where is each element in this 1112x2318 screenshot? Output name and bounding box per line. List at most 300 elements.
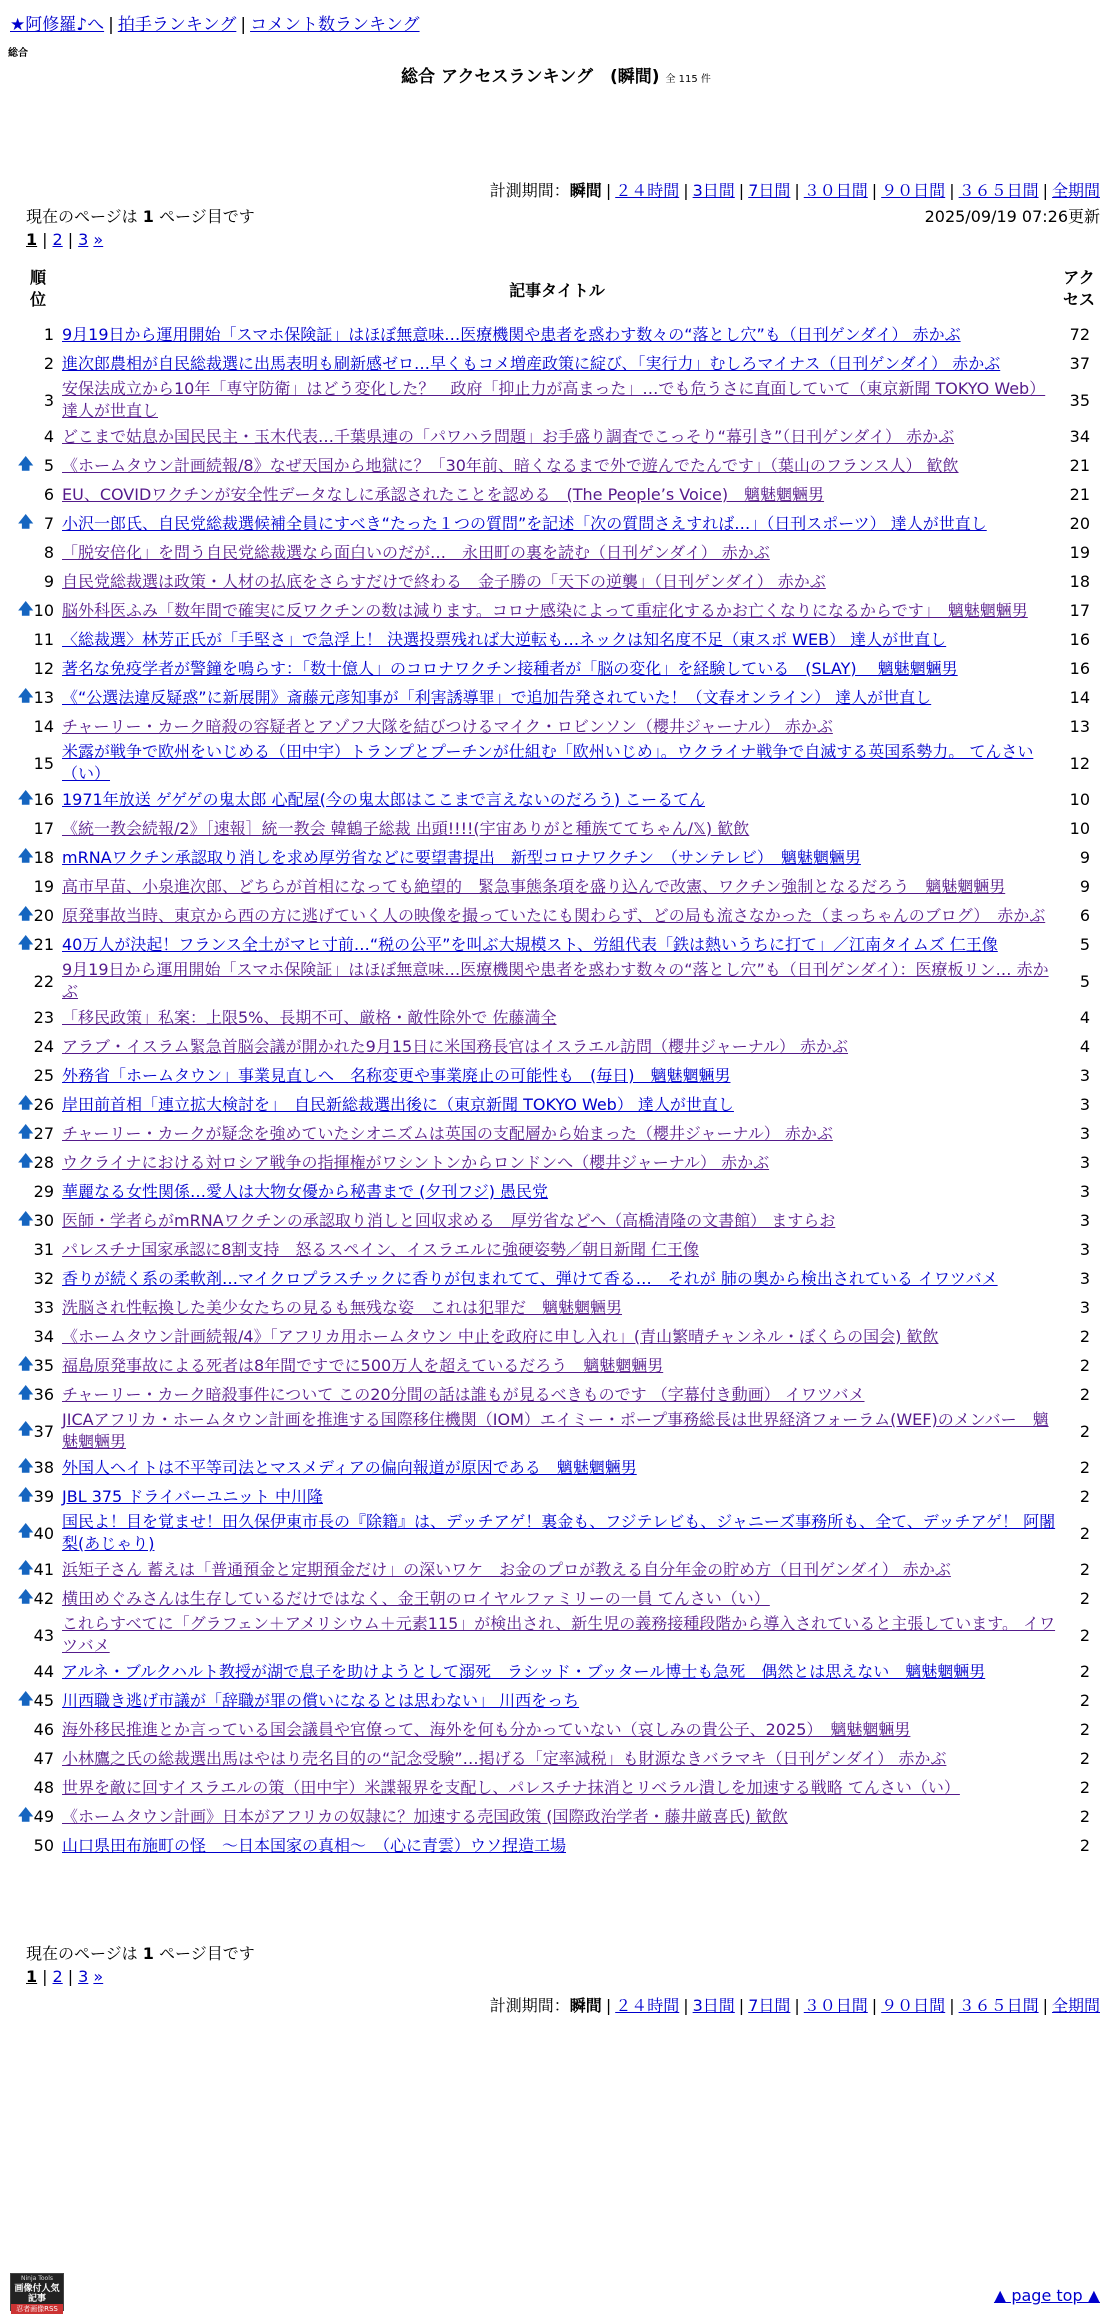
rank-number: 35 bbox=[33, 1356, 54, 1375]
access-count: 2 bbox=[1079, 1625, 1090, 1645]
access-count: 2 bbox=[1079, 1778, 1090, 1797]
title-cell bbox=[58, 901, 1056, 930]
table-row bbox=[18, 1657, 1102, 1686]
page-info-bottom bbox=[26, 1941, 255, 1964]
rank-cell bbox=[18, 1090, 58, 1119]
title-cell bbox=[58, 683, 1056, 712]
access-count: 9 bbox=[1079, 877, 1090, 896]
article-link[interactable]: 《ホームタウン計画》日本がアフリカの奴隷に？加速する売国政策 (国際政治学者・藤井厳喜氏) 歓飲 bbox=[62, 1806, 788, 1826]
article-link[interactable]: 世界を敵に回すイスラエルの策（田中宇）米諜報界を支配し、パレスチナ抹消とリベラル潰しを加速する戦略 てんさい（い） bbox=[62, 1777, 960, 1797]
article-link[interactable]: 脳外科医ふみ「数年間で確実に反ワクチンの数は減ります。コロナ感染によって重症化するかお亡くなりになるからです」 魑魅魍魎男 bbox=[62, 600, 1028, 620]
period-link[interactable]: ２４時間 bbox=[615, 1996, 680, 2015]
article-link[interactable]: 高市早苗、小泉進次郎、どちらが首相になっても絶望的 緊急事態条項を盛り込んで改憲、ワクチン強制となるだろう 魑魅魍魎男 bbox=[62, 876, 1006, 896]
article-link[interactable]: 40万人が決起！フランス全土がマヒ寸前…“税の公平”を叫ぶ大規模スト、労組代表「鉄は熱いうちに打て」／江南タイムズ 仁王像 bbox=[62, 934, 998, 954]
access-count: 2 bbox=[1079, 1589, 1090, 1608]
page-info-top bbox=[26, 204, 255, 227]
period-link[interactable]: ３６５日間 bbox=[958, 1996, 1039, 2015]
pager-current[interactable]: 1 bbox=[26, 230, 38, 249]
title-cell bbox=[58, 814, 1056, 843]
title-cell bbox=[58, 1744, 1056, 1773]
article-link[interactable]: 〈総裁選〉林芳正氏が「手堅さ」で急浮上！ 決選投票残れば大逆転も…ネックは知名度不足（東スポ WEB） 達人が世直し bbox=[62, 629, 947, 649]
ninja-tools-logo[interactable] bbox=[10, 2273, 64, 2311]
rank-number: 14 bbox=[33, 717, 54, 736]
rank-cell bbox=[18, 1482, 58, 1511]
table-row bbox=[18, 1177, 1102, 1206]
rank-cell bbox=[18, 1453, 58, 1482]
pager-link[interactable]: 2 bbox=[52, 1967, 63, 1986]
period-link[interactable]: 7日間 bbox=[748, 1996, 791, 2015]
rank-cell bbox=[18, 538, 58, 567]
article-link[interactable]: 華麗なる女性関係…愛人は大物女優から秘書まで (夕刊フジ) 愚民党 bbox=[62, 1181, 549, 1201]
period-separator: | bbox=[949, 1996, 955, 2015]
rank-up-arrow-icon: 🡅 bbox=[18, 454, 34, 472]
article-link[interactable]: 川西職き逃げ市議が「辞職が罪の償いになるとは思わない」 川西をっち bbox=[62, 1690, 580, 1710]
rank-number: 4 bbox=[43, 427, 54, 446]
access-count: 3 bbox=[1079, 1182, 1090, 1201]
access-count: 12 bbox=[1069, 753, 1090, 773]
table-row bbox=[18, 1686, 1102, 1715]
rank-cell bbox=[18, 1773, 58, 1802]
title-cell bbox=[58, 872, 1056, 901]
period-separator: | bbox=[871, 1996, 878, 2015]
rank-header-text: 順 位 bbox=[29, 268, 46, 309]
rank-number: 2 bbox=[43, 354, 54, 373]
pager-link[interactable]: 3 bbox=[78, 230, 89, 249]
logo-text-bottom: 忍者画像RSS bbox=[11, 2304, 63, 2314]
title-cell bbox=[58, 1613, 1056, 1657]
rank-number: 3 bbox=[43, 390, 54, 410]
title-cell bbox=[58, 712, 1056, 741]
rank-number: 47 bbox=[33, 1749, 54, 1768]
rank-cell bbox=[18, 1584, 58, 1613]
title-cell bbox=[58, 1482, 1056, 1511]
table-row bbox=[18, 1119, 1102, 1148]
title-cell bbox=[58, 843, 1056, 872]
period-link[interactable]: 3日間 bbox=[692, 181, 735, 200]
title-cell bbox=[58, 538, 1056, 567]
access-count: 9 bbox=[1079, 848, 1090, 867]
rank-number: 22 bbox=[33, 971, 54, 991]
rank-cell bbox=[18, 1380, 58, 1409]
article-link[interactable]: 小林鷹之氏の総裁選出馬はやはり売名目的の“記念受験”…掲げる「定率減税」も財源なきバラマキ（日刊ゲンダイ） 赤かぶ bbox=[62, 1748, 947, 1768]
article-link[interactable]: EU、COVIDワクチンが安全性データなしに承認されたことを認める (The People’s Voice) 魑魅魍魎男 bbox=[62, 484, 825, 504]
comment-ranking-link[interactable]: コメント数ランキング bbox=[250, 15, 420, 35]
article-link[interactable]: 海外移民推進とか言っている国会議員や官僚って、海外を何も分かっていない（哀しみの貴公子、2025） 魑魅魍魎男 bbox=[62, 1719, 911, 1739]
article-link[interactable]: 外務省「ホームタウン」事業見直しへ 名称変更や事業廃止の可能性も (毎日) 魑魅魍魎男 bbox=[62, 1065, 731, 1085]
rank-number: 9 bbox=[43, 572, 54, 591]
title-cell bbox=[58, 1831, 1056, 1860]
rank-cell bbox=[18, 1409, 58, 1453]
rank-number: 44 bbox=[33, 1662, 54, 1681]
table-row bbox=[18, 1482, 1102, 1511]
table-row bbox=[18, 538, 1102, 567]
rank-cell bbox=[18, 1148, 58, 1177]
article-link[interactable]: 安保法成立から10年「専守防衛」はどう変化した？ 政府「抑止力が高まった」…でも危うさに直面していて（東京新聞 TOKYO Web） 達人が世直し bbox=[62, 379, 1046, 420]
rank-number: 16 bbox=[33, 790, 54, 809]
table-row bbox=[18, 1409, 1102, 1453]
access-count: 35 bbox=[1069, 390, 1090, 410]
article-link[interactable]: 「脱安倍化」を問う自民党総裁選なら面白いのだが… 永田町の裏を読む（日刊ゲンダイ） 赤かぶ bbox=[62, 542, 770, 562]
article-link[interactable]: 岸田前首相「連立拡大検討を」 自民新総裁選出後に（東京新聞 TOKYO Web） 達人が世直し bbox=[62, 1094, 734, 1114]
nav-separator: | bbox=[240, 15, 247, 35]
rank-cell bbox=[18, 901, 58, 930]
period-separator: | bbox=[794, 1996, 800, 2015]
title-cell bbox=[58, 1032, 1056, 1061]
title-cell bbox=[58, 1657, 1056, 1686]
rank-up-arrow-icon: 🡅 bbox=[18, 1419, 34, 1438]
article-link[interactable]: 医師・学者らがmRNAワクチンの承認取り消しと回収求める 厚労省などへ（高橋清隆の文書館） ますらお bbox=[62, 1210, 836, 1230]
table-row bbox=[18, 1032, 1102, 1061]
rank-number: 41 bbox=[33, 1560, 54, 1579]
title-cell bbox=[58, 1511, 1056, 1555]
article-link[interactable]: 自民党総裁選は政策・人材の払底をさらすだけで終わる 金子勝の「天下の逆襲」（日刊ゲンダイ） 赤かぶ bbox=[62, 571, 826, 591]
article-link[interactable]: 山口県田布施町の怪 ～日本国家の真相～ （心に青雲）ウソ捏造工場 bbox=[62, 1835, 567, 1855]
rank-number: 18 bbox=[33, 848, 54, 867]
article-link[interactable]: 《統一教会続報/2》［速報］統一教会 韓鶴子総裁 出頭!!!!(宇宙ありがと種族ててちゃん/𝕏) 歓飲 bbox=[62, 818, 750, 838]
rank-cell bbox=[18, 625, 58, 654]
access-count: 5 bbox=[1079, 971, 1090, 991]
access-header-text: アク セス bbox=[1062, 268, 1095, 309]
title-cell bbox=[58, 1090, 1056, 1119]
rank-number: 5 bbox=[43, 456, 54, 475]
period-separator: | bbox=[949, 181, 955, 200]
period-link[interactable]: 全期間 bbox=[1051, 181, 1100, 200]
period-selector-bottom bbox=[490, 1993, 1100, 2016]
article-link[interactable]: 《“公選法違反疑惑”に新展開》斎藤元彦知事が「利害誘導罪」で追加告発されていた！（文春オンライン） 達人が世直し bbox=[62, 687, 932, 707]
period-link[interactable]: ９０日間 bbox=[881, 1996, 946, 2015]
rank-up-arrow-icon: 🡅 bbox=[18, 1354, 34, 1372]
rank-up-arrow-icon: 🡅 bbox=[18, 512, 34, 530]
rank-up-arrow-icon: 🡅 bbox=[18, 599, 34, 617]
table-row bbox=[18, 683, 1102, 712]
pager-next[interactable]: » bbox=[93, 230, 104, 249]
article-link[interactable]: JICAアフリカ・ホームタウン計画を推進する国際移住機関（IOM）エイミー・ポープ事務総長は世界経済フォーラム(WEF)のメンバー 魑魅魍魎男 bbox=[62, 1410, 1049, 1451]
page-info-pre: 現在のページは bbox=[26, 1944, 143, 1963]
page-top-link[interactable]: ▲ page top ▲ bbox=[993, 2286, 1100, 2305]
table-row bbox=[18, 872, 1102, 901]
table-row bbox=[18, 1453, 1102, 1482]
period-link[interactable]: ３０日間 bbox=[803, 181, 868, 200]
access-count: 10 bbox=[1069, 790, 1090, 809]
rank-number: 49 bbox=[33, 1807, 54, 1826]
rank-cell bbox=[18, 1715, 58, 1744]
article-link[interactable]: これらすべてに「グラフェン＋アメリシウム＋元素115」が検出され、新生児の義務接種段階から導入されていると主張しています。 イワツバメ bbox=[62, 1614, 1056, 1655]
access-count: 2 bbox=[1079, 1458, 1090, 1477]
top-navigation bbox=[10, 10, 420, 35]
rank-cell bbox=[18, 1657, 58, 1686]
rank-cell bbox=[18, 378, 58, 422]
period-current: 瞬間 bbox=[569, 181, 602, 200]
title-cell bbox=[58, 596, 1056, 625]
period-link[interactable]: ３６５日間 bbox=[958, 181, 1039, 200]
rank-up-arrow-icon: 🡅 bbox=[18, 686, 34, 704]
access-count: 2 bbox=[1079, 1356, 1090, 1375]
rank-cell bbox=[18, 1351, 58, 1380]
article-link[interactable]: 9月19日から運用開始「スマホ保険証」はほぼ無意味…医療機関や患者を惑わす数々の“落とし穴”も（日刊ゲンダイ）：医療板リン… 赤かぶ bbox=[62, 960, 1049, 1001]
title-cell bbox=[58, 567, 1056, 596]
access-count: 2 bbox=[1079, 1836, 1090, 1855]
table-row bbox=[18, 741, 1102, 785]
table-row bbox=[18, 509, 1102, 538]
rank-cell bbox=[18, 1177, 58, 1206]
pager-separator: | bbox=[67, 230, 74, 249]
period-label: 計測期間： bbox=[489, 181, 570, 200]
rank-number: 50 bbox=[33, 1836, 54, 1855]
page-info-post: ページ目です bbox=[153, 207, 255, 226]
access-count: 18 bbox=[1069, 572, 1090, 591]
title-cell bbox=[58, 1293, 1056, 1322]
article-link[interactable]: 《ホームタウン計画続報/8》なぜ天国から地獄に？「30年前、暗くなるまで外で遊んでたんです」（葉山のフランス人） 歓飲 bbox=[62, 455, 959, 475]
title-cell bbox=[58, 1235, 1056, 1264]
rank-number: 12 bbox=[33, 659, 54, 678]
article-link[interactable]: 横田めぐみさんは生存しているだけではなく、金王朝のロイヤルファミリーの一員 てんさい（い） bbox=[62, 1588, 770, 1608]
rank-up-arrow-icon: 🡅 bbox=[18, 1456, 34, 1474]
rank-up-arrow-icon: 🡅 bbox=[18, 1093, 34, 1111]
article-link[interactable]: JBL 375 ドライバーユニット 中川隆 bbox=[62, 1486, 323, 1506]
rank-cell bbox=[18, 1119, 58, 1148]
access-count: 3 bbox=[1079, 1124, 1090, 1143]
access-count: 72 bbox=[1069, 325, 1090, 344]
rank-cell bbox=[18, 785, 58, 814]
rank-number: 26 bbox=[33, 1095, 54, 1114]
period-link[interactable]: 全期間 bbox=[1051, 1996, 1100, 2015]
rank-cell bbox=[18, 1206, 58, 1235]
access-count: 17 bbox=[1069, 601, 1090, 620]
rank-cell bbox=[18, 654, 58, 683]
page-info-post: ページ目です bbox=[153, 1944, 255, 1963]
title-cell bbox=[58, 785, 1056, 814]
rank-number: 10 bbox=[33, 601, 54, 620]
access-count: 16 bbox=[1069, 659, 1090, 678]
article-link[interactable]: チャーリー・カーク暗殺の容疑者とアゾフ大隊を結びつけるマイク・ロビンソン（櫻井ジャーナル） 赤かぶ bbox=[62, 716, 833, 736]
access-count: 37 bbox=[1069, 354, 1090, 373]
clap-ranking-link[interactable]: 拍手ランキング bbox=[117, 15, 237, 35]
table-row bbox=[18, 567, 1102, 596]
period-separator: | bbox=[683, 1996, 689, 2015]
rank-up-arrow-icon: 🡅 bbox=[18, 788, 34, 806]
access-count: 2 bbox=[1079, 1421, 1090, 1441]
table-row bbox=[18, 378, 1102, 422]
rank-up-arrow-icon: 🡅 bbox=[18, 1521, 34, 1540]
rank-cell bbox=[18, 1686, 58, 1715]
article-link[interactable]: mRNAワクチン承認取り消しを求め厚労省などに要望書提出 新型コロナワクチン （サンテレビ） 魑魅魍魎男 bbox=[62, 847, 861, 867]
pager-link[interactable]: 3 bbox=[78, 1967, 89, 1986]
rank-number: 45 bbox=[33, 1691, 54, 1710]
table-row bbox=[18, 1293, 1102, 1322]
article-link[interactable]: アラブ・イスラム緊急首脳会議が開かれた9月15日に米国務長官はイスラエル訪問（櫻井ジャーナル） 赤かぶ bbox=[62, 1036, 849, 1056]
article-link[interactable]: 《ホームタウン計画続報/4》「アフリカ用ホームタウン 中止を政府に申し入れ」(青山繁晴チャンネル・ぼくらの国会) 歓飲 bbox=[62, 1326, 939, 1346]
table-row bbox=[18, 1584, 1102, 1613]
access-count: 21 bbox=[1069, 485, 1090, 504]
rank-number: 23 bbox=[33, 1008, 54, 1027]
rank-number: 48 bbox=[33, 1778, 54, 1797]
rank-number: 8 bbox=[43, 543, 54, 562]
table-row bbox=[18, 1773, 1102, 1802]
table-row bbox=[18, 1555, 1102, 1584]
rank-number: 31 bbox=[33, 1240, 54, 1259]
period-link[interactable]: 7日間 bbox=[748, 181, 791, 200]
rank-cell bbox=[18, 1032, 58, 1061]
nav-separator: | bbox=[108, 15, 114, 35]
rank-number: 21 bbox=[33, 935, 54, 954]
period-separator: | bbox=[738, 1996, 745, 2015]
article-link[interactable]: 福島原発事故による死者は8年間ですでに500万人を超えているだろう 魑魅魍魎男 bbox=[62, 1355, 664, 1375]
pager-bottom bbox=[26, 1967, 103, 1986]
access-count: 2 bbox=[1079, 1807, 1090, 1826]
table-row bbox=[18, 1090, 1102, 1119]
access-count: 2 bbox=[1079, 1749, 1090, 1768]
logo-text-top: Ninja Tools bbox=[21, 2275, 53, 2282]
access-count: 10 bbox=[1069, 819, 1090, 838]
access-count: 20 bbox=[1069, 514, 1090, 533]
rank-cell bbox=[18, 1744, 58, 1773]
page-info-num: 1 bbox=[142, 1944, 154, 1963]
table-row bbox=[18, 1235, 1102, 1264]
access-count: 4 bbox=[1079, 1037, 1090, 1056]
article-link[interactable]: パレスチナ国家承認に8割支持 怒るスペイン、イスラエルに強硬姿勢／朝日新聞 仁王像 bbox=[62, 1239, 700, 1259]
period-separator: | bbox=[1042, 181, 1048, 200]
article-link[interactable]: アルネ・ブルクハルト教授が湖で息子を助けようとして溺死 ラシッド・ブッタール博士も急死 偶然とは思えない 魑魅魍魎男 bbox=[62, 1661, 986, 1681]
article-link[interactable]: 「移民政策」私案：上限5%、長期不可、厳格・敵性除外で 佐藤満全 bbox=[62, 1007, 557, 1027]
title-cell bbox=[58, 349, 1056, 378]
period-link[interactable]: ３０日間 bbox=[803, 1996, 868, 2015]
period-link[interactable]: ２４時間 bbox=[615, 181, 680, 200]
table-header bbox=[18, 258, 1102, 320]
rank-cell bbox=[18, 1003, 58, 1032]
article-link[interactable]: 香りが続く系の柔軟剤…マイクロプラスチックに香りが包まれてて、弾けて香る… それが 肺の奥から検出されている イワツバメ bbox=[62, 1268, 998, 1288]
title-cell bbox=[58, 1380, 1056, 1409]
access-count: 2 bbox=[1079, 1327, 1090, 1346]
rank-cell bbox=[18, 1613, 58, 1657]
access-count: 14 bbox=[1069, 688, 1090, 707]
article-link[interactable]: 原発事故当時、東京から西の方に逃げていく人の映像を撮っていたにも関わらず、どの局も流さなかった（まっちゃんのブログ） 赤かぶ bbox=[62, 905, 1046, 925]
table-row bbox=[18, 625, 1102, 654]
rank-cell bbox=[18, 567, 58, 596]
pager-next[interactable]: » bbox=[93, 1967, 104, 1986]
period-label: 計測期間： bbox=[489, 1996, 570, 2015]
table-row bbox=[18, 451, 1102, 480]
rank-number: 34 bbox=[33, 1327, 54, 1346]
rank-up-arrow-icon: 🡅 bbox=[18, 1151, 34, 1169]
access-count: 3 bbox=[1079, 1153, 1090, 1172]
table-row bbox=[18, 1322, 1102, 1351]
rank-number: 15 bbox=[33, 753, 54, 773]
article-link[interactable]: 小沢一郎氏、自民党総裁選候補全員にすべき“たった１つの質問”を記述「次の質問さえすれば…」（日刊スポーツ） 達人が世直し bbox=[62, 513, 987, 533]
pager-link[interactable]: 2 bbox=[52, 230, 63, 249]
title-cell bbox=[58, 1409, 1056, 1453]
period-link[interactable]: 3日間 bbox=[692, 1996, 735, 2015]
article-link[interactable]: 進次郎農相が自民総裁選に出馬表明も刷新感ゼロ…早くもコメ増産政策に綻び、「実行力」むしろマイナス（日刊ゲンダイ） 赤かぶ bbox=[62, 353, 1001, 373]
rank-number: 28 bbox=[33, 1153, 54, 1172]
period-link[interactable]: ９０日間 bbox=[881, 181, 946, 200]
table-row bbox=[18, 1831, 1102, 1860]
rank-number: 46 bbox=[33, 1720, 54, 1739]
article-link[interactable]: 著名な免疫学者が警鐘を鳴らす：「数十億人」のコロナワクチン接種者が「脳の変化」を経験している (SLAY) 魑魅魍魎男 bbox=[62, 658, 958, 678]
access-count: 3 bbox=[1079, 1095, 1090, 1114]
article-link[interactable]: チャーリー・カーク暗殺事件について この20分間の話は誰もが見るべきものです （字幕付き動画） イワツバメ bbox=[62, 1384, 865, 1404]
rank-cell bbox=[18, 349, 58, 378]
pager-current[interactable]: 1 bbox=[26, 1967, 38, 1986]
period-separator: | bbox=[738, 181, 745, 200]
rank-up-arrow-icon: 🡅 bbox=[18, 1209, 34, 1227]
rank-cell bbox=[18, 959, 58, 1003]
rank-cell bbox=[18, 480, 58, 509]
access-count: 2 bbox=[1079, 1560, 1090, 1579]
category-label: 総合 bbox=[8, 48, 28, 59]
rank-up-arrow-icon: 🡅 bbox=[18, 846, 34, 864]
access-count: 5 bbox=[1079, 935, 1090, 954]
home-link[interactable]: ★阿修羅♪へ bbox=[10, 15, 105, 35]
rank-up-arrow-icon: 🡅 bbox=[18, 904, 34, 922]
article-link[interactable]: ウクライナにおける対ロシア戦争の指揮権がワシントンからロンドンへ（櫻井ジャーナル） 赤かぶ bbox=[62, 1152, 770, 1172]
title-cell bbox=[58, 1773, 1056, 1802]
title-cell bbox=[58, 1802, 1056, 1831]
rank-number: 30 bbox=[33, 1211, 54, 1230]
title-cell bbox=[58, 930, 1056, 959]
access-count: 3 bbox=[1079, 1240, 1090, 1259]
rank-cell bbox=[18, 1293, 58, 1322]
access-count: 4 bbox=[1079, 1008, 1090, 1027]
access-count: 2 bbox=[1079, 1487, 1090, 1506]
rank-number: 39 bbox=[33, 1487, 54, 1506]
page-info-pre: 現在のページは bbox=[26, 207, 143, 226]
table-row bbox=[18, 1715, 1102, 1744]
article-link[interactable]: 外国人ヘイトは不平等司法とマスメディアの偏向報道が原因である 魑魅魍魎男 bbox=[62, 1457, 637, 1477]
period-separator: | bbox=[871, 181, 878, 200]
title-cell bbox=[58, 1715, 1056, 1744]
table-row bbox=[18, 1061, 1102, 1090]
rank-number: 13 bbox=[33, 688, 54, 707]
article-link[interactable]: 国民よ！目を覚ませ！田久保伊東市長の『除籍』は、デッチアゲ！裏金も、フジテレビも、ジャニーズ事務所も、全て、デッチアゲ！ 阿闍梨(あじゃり) bbox=[62, 1512, 1056, 1553]
article-link[interactable]: 洗脳され性転換した美少女たちの見るも無残な姿 これは犯罪だ 魑魅魍魎男 bbox=[62, 1297, 623, 1317]
title-cell bbox=[58, 1177, 1056, 1206]
article-link[interactable]: 9月19日から運用開始「スマホ保険証」はほぼ無意味…医療機関や患者を惑わす数々の“落とし穴”も（日刊ゲンダイ） 赤かぶ bbox=[62, 324, 961, 344]
title-cell bbox=[58, 959, 1056, 1003]
title-cell bbox=[58, 1686, 1056, 1715]
article-link[interactable]: チャーリー・カークが疑念を強めていたシオニズムは英国の支配層から始まった（櫻井ジャーナル） 赤かぶ bbox=[62, 1123, 833, 1143]
access-count: 3 bbox=[1079, 1298, 1090, 1317]
table-row bbox=[18, 1206, 1102, 1235]
rank-number: 36 bbox=[33, 1385, 54, 1404]
title-cell bbox=[58, 654, 1056, 683]
total-count: 全 115 件 bbox=[665, 74, 711, 85]
access-count: 16 bbox=[1069, 630, 1090, 649]
rank-cell bbox=[18, 872, 58, 901]
article-link[interactable]: 1971年放送 ゲゲゲの鬼太郎 心配屋(今の鬼太郎はここまで言えないのだろう) こーるてん bbox=[62, 789, 706, 809]
article-link[interactable]: 米露が戦争で欧州をいじめる（田中宇）トランプとプーチンが仕組む「欧州いじめ」。ウクライナ戦争で自滅する英国系勢力。 てんさい（い） bbox=[62, 742, 1034, 783]
rank-cell bbox=[18, 1511, 58, 1555]
rank-cell bbox=[18, 930, 58, 959]
ranking-table bbox=[18, 258, 1102, 1860]
rank-cell bbox=[18, 320, 58, 349]
access-count: 3 bbox=[1079, 1211, 1090, 1230]
rank-cell bbox=[18, 422, 58, 451]
rank-cell bbox=[18, 1235, 58, 1264]
access-count: 21 bbox=[1069, 456, 1090, 475]
table-row bbox=[18, 1351, 1102, 1380]
article-link[interactable]: 浜矩子さん 蓄えは「普通預金と定期預金だけ」の深いワケ お金のプロが教える自分年金の貯め方（日刊ゲンダイ） 赤かぶ bbox=[62, 1559, 951, 1579]
rank-up-arrow-icon: 🡅 bbox=[18, 1383, 34, 1401]
rank-up-arrow-icon: 🡅 bbox=[18, 1805, 34, 1823]
article-link[interactable]: どこまで姑息か国民民主・玉木代表…千葉県連の「パワハラ問題」お手盛り調査でこっそり“幕引き”（日刊ゲンダイ） 赤かぶ bbox=[62, 426, 955, 446]
rank-number: 43 bbox=[33, 1625, 54, 1645]
rank-number: 33 bbox=[33, 1298, 54, 1317]
rank-cell bbox=[18, 814, 58, 843]
title-cell bbox=[58, 741, 1056, 785]
period-separator: | bbox=[794, 181, 800, 200]
rank-up-arrow-icon: 🡅 bbox=[18, 1122, 34, 1140]
table-row bbox=[18, 1511, 1102, 1555]
